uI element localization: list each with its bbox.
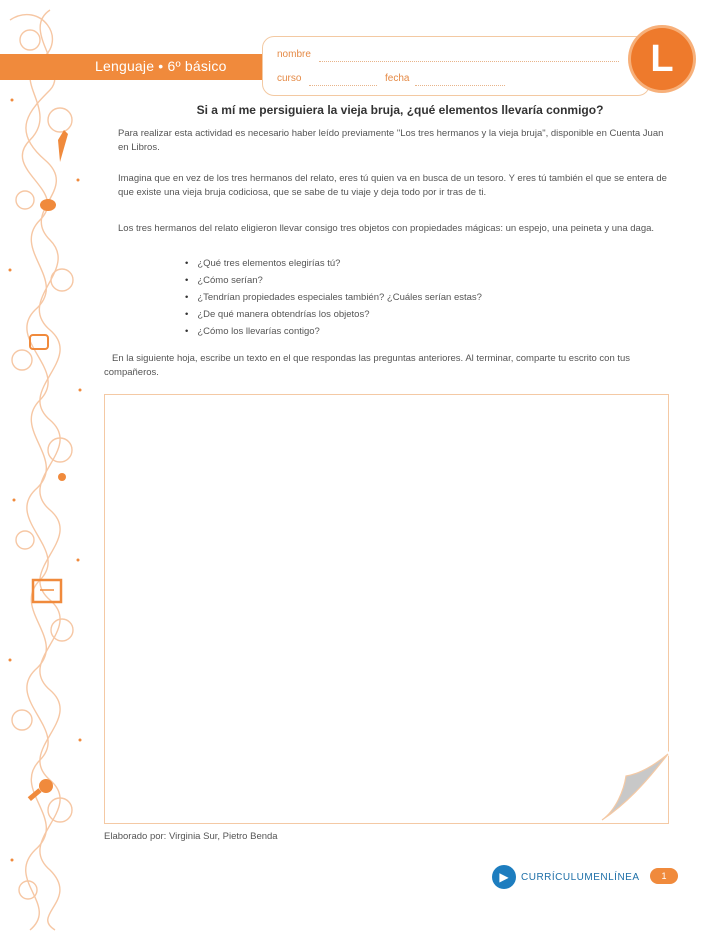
fecha-label: fecha <box>385 73 410 84</box>
page-number: 1 <box>650 868 678 884</box>
subject-label: Lenguaje • 6º básico <box>95 58 227 74</box>
microphone-icon <box>39 779 53 793</box>
note-icon <box>58 473 66 481</box>
nombre-field[interactable] <box>319 61 619 62</box>
fecha-field[interactable] <box>415 85 505 86</box>
curso-field[interactable] <box>309 85 377 86</box>
subject-letter-badge: L <box>631 28 693 90</box>
page-curl-icon <box>596 750 670 824</box>
list-item: • ¿Cómo los llevarías contigo? <box>185 323 482 340</box>
intro-paragraph: Para realizar esta actividad es necesario haber leído previamente "Los tres hermanos y la vieja bruja", disponible en Cuenta Juan en Libros. <box>118 128 664 153</box>
curriculum-logo <box>492 865 640 889</box>
paragraph-2: Los tres hermanos del relato eligieron llevar consigo tres objetos con propiedades mágicas: un espejo, una peineta y una daga. <box>118 223 655 234</box>
nombre-label: nombre <box>277 49 311 60</box>
credits: Elaborado por: Virginia Sur, Pietro Benda <box>104 831 278 842</box>
decorative-swirls <box>0 0 90 933</box>
list-item: • ¿De qué manera obtendrías los objetos? <box>185 306 482 323</box>
list-item: • ¿Cómo serían? <box>185 272 482 289</box>
paragraph-1: Imagina que en vez de los tres hermanos del relato, eres tú quien va en busca de un tesoro. Y eres tú también el que se entera de que existe una vieja bruja codiciosa, que se sabe de tu viaje y deja todo por ir tras de ti. <box>118 173 667 198</box>
list-item: • ¿Tendrían propiedades especiales también? ¿Cuáles serían estas? <box>185 289 482 306</box>
curso-label: curso <box>277 73 302 84</box>
play-icon: ▶ <box>492 865 516 889</box>
activity-title: Si a mí me persiguiera la vieja bruja, ¿qué elementos llevaría conmigo? <box>196 103 604 117</box>
writing-area[interactable] <box>104 394 669 824</box>
student-info-box <box>262 36 650 96</box>
quill-icon <box>58 130 68 162</box>
logo-text: CURRÍCULUMENLÍNEA <box>521 871 640 883</box>
question-list <box>185 255 482 340</box>
instruction-paragraph: En la siguiente hoja, escribe un texto en el que respondas las preguntas anteriores. Al terminar, comparte tu escrito con tus compañeros. <box>104 353 631 378</box>
drop-icon <box>40 199 56 211</box>
list-item: • ¿Qué tres elementos elegirías tú? <box>185 255 482 272</box>
